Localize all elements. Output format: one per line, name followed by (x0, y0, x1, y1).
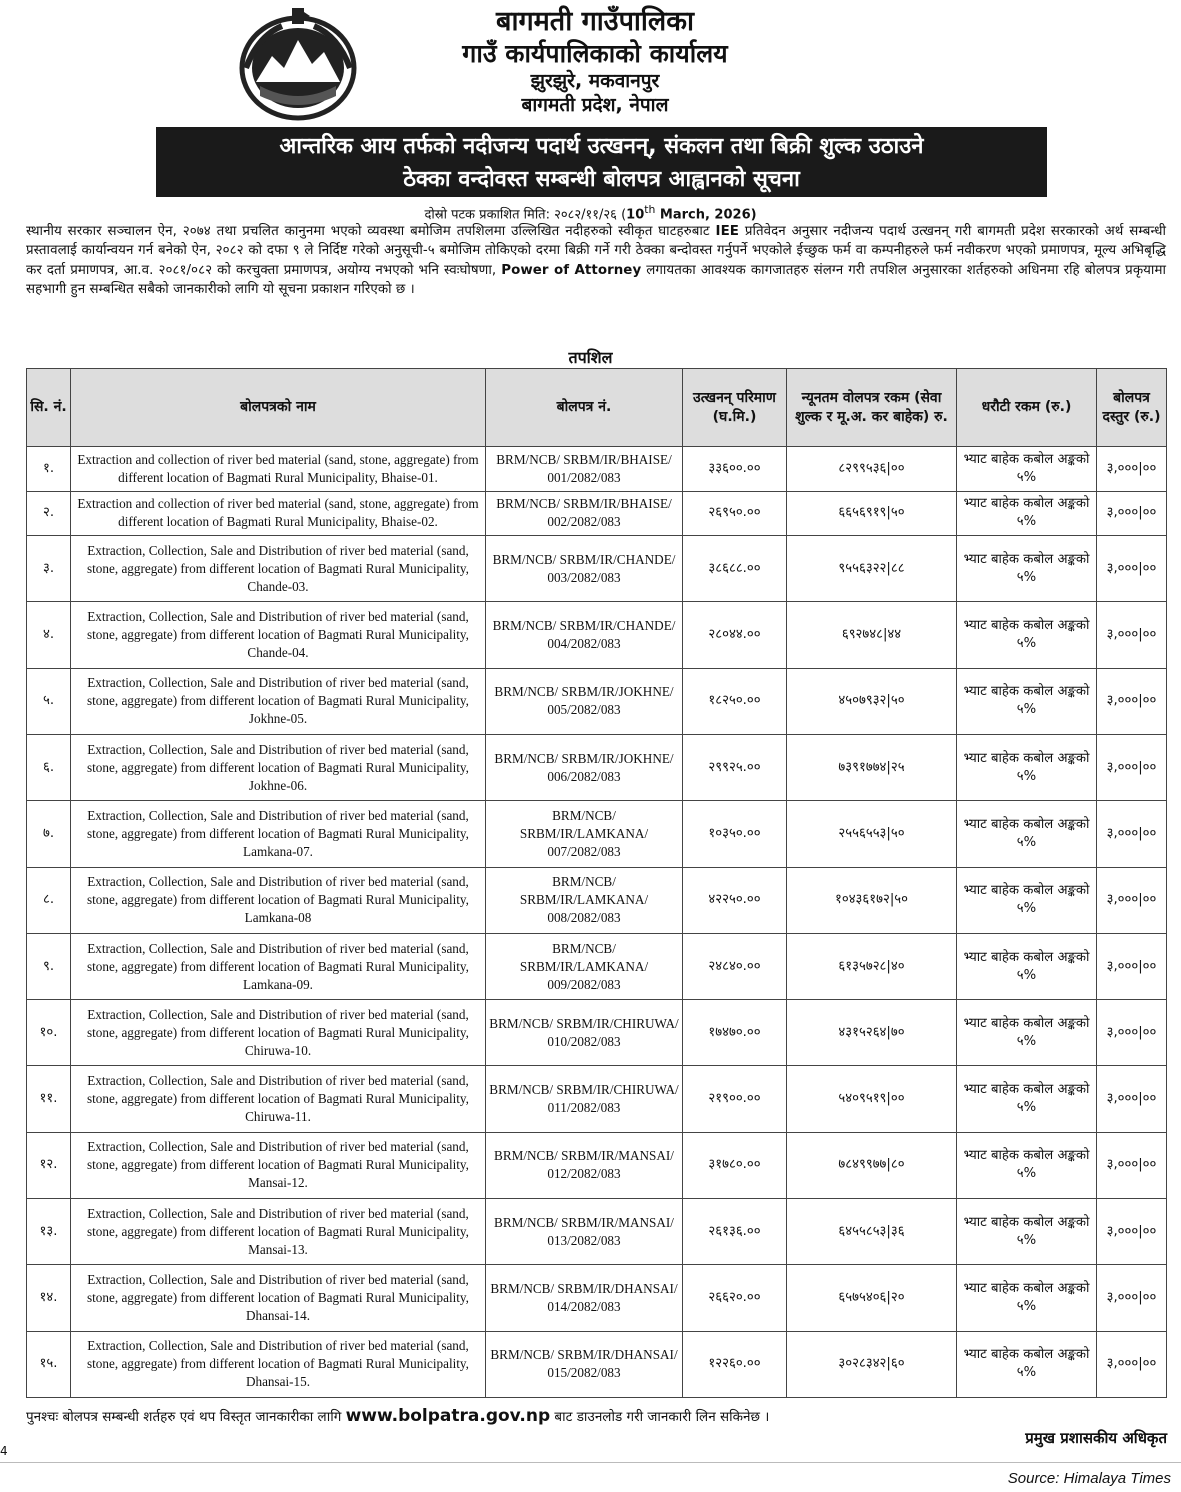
row-deposit: भ्याट बाहेक कबोल अङ्कको ५% (957, 1066, 1097, 1132)
table-row (27, 1000, 1167, 1066)
row-quantity: ३३६००.०० (683, 447, 787, 492)
row-fee: ३,०००|०० (1097, 1265, 1167, 1331)
footnote (26, 1406, 1166, 1426)
row-bid-no: BRM/NCB/ SRBM/IR/LAMKANA/ 008/2082/083 (486, 867, 683, 933)
table-row (27, 491, 1167, 536)
row-bid-no: BRM/NCB/ SRBM/IR/BHAISE/ 002/2082/083 (486, 491, 683, 536)
bolpatra-link[interactable]: www.bolpatra.gov.np (345, 1406, 551, 1426)
row-min-amount: ६४५५८५३|३६ (787, 1199, 957, 1265)
row-sn: १३. (27, 1199, 71, 1265)
row-name: Extraction and collection of river bed material (sand, stone, aggregate) from different location of Bagmati Rural Municipality, Bhaise-01. (71, 447, 486, 492)
table-row (27, 1066, 1167, 1132)
intro-bold-iee: IEE (715, 224, 739, 239)
row-quantity: २१९००.०० (683, 1066, 787, 1132)
publish-date-day: 10 (626, 207, 645, 223)
row-fee: ३,०००|०० (1097, 1066, 1167, 1132)
row-fee: ३,०००|०० (1097, 1000, 1167, 1066)
nepal-government-emblem-icon (238, 6, 358, 124)
row-name: Extraction, Collection, Sale and Distribution of river bed material (sand, stone, aggregate) from different location of Bagmati Rural Municipality, Mansai-12. (71, 1132, 486, 1198)
row-quantity: २६१३६.०० (683, 1199, 787, 1265)
row-min-amount: ४३१५२६४|७० (787, 1000, 957, 1066)
row-min-amount: ७८४९९७७|८० (787, 1132, 957, 1198)
row-quantity: १७४७०.०० (683, 1000, 787, 1066)
row-bid-no: BRM/NCB/ SRBM/IR/MANSAI/ 013/2082/083 (486, 1199, 683, 1265)
intro-text-3: लगायतका आवश्यक कागजातहरु संलग्न गरी तपशिल अनुसारका शर्तहरुको अधिनमा रहि बोलपत्र प्रकृयामा सहभागी हुन सम्बन्धित सबैको जानकारीको लागि यो सूचना प्रकाशन गरिएको छ । (26, 262, 1166, 298)
row-deposit: भ्याट बाहेक कबोल अङ्कको ५% (957, 1331, 1097, 1397)
table-header-row (27, 369, 1167, 447)
table-row (27, 735, 1167, 801)
publish-date-prefix: दोस्रो पटक प्रकाशित मिति: २०८२/११/२६ ( (424, 207, 627, 223)
row-quantity: १२२६०.०० (683, 1331, 787, 1397)
row-deposit: भ्याट बाहेक कबोल अङ्कको ५% (957, 1199, 1097, 1265)
row-deposit: भ्याट बाहेक कबोल अङ्कको ५% (957, 735, 1097, 801)
row-fee: ३,०००|०० (1097, 801, 1167, 867)
notice-title-banner (156, 127, 1047, 197)
org-name: बागमती गाउँपालिका (496, 6, 694, 37)
row-bid-no: BRM/NCB/ SRBM/IR/CHANDE/ 004/2082/083 (486, 602, 683, 668)
row-quantity: १८२५०.०० (683, 668, 787, 734)
row-sn: १४. (27, 1265, 71, 1331)
table-row (27, 801, 1167, 867)
row-min-amount: ७३९१७७४|२५ (787, 735, 957, 801)
publish-date (0, 203, 1181, 222)
row-min-amount: ९५५६३२२|८८ (787, 536, 957, 602)
row-min-amount: ४५०७९३२|५० (787, 668, 957, 734)
row-fee: ३,०००|०० (1097, 602, 1167, 668)
col-header-sn: सि. नं. (27, 369, 71, 447)
row-bid-no: BRM/NCB/ SRBM/IR/JOKHNE/ 005/2082/083 (486, 668, 683, 734)
row-fee: ३,०००|०० (1097, 1132, 1167, 1198)
row-quantity: ३८६८८.०० (683, 536, 787, 602)
row-quantity: २४८४०.०० (683, 933, 787, 999)
row-name: Extraction, Collection, Sale and Distribution of river bed material (sand, stone, aggregate) from different location of Bagmati Rural Municipality, Chande-04. (71, 602, 486, 668)
row-deposit: भ्याट बाहेक कबोल अङ्कको ५% (957, 801, 1097, 867)
row-name: Extraction, Collection, Sale and Distribution of river bed material (sand, stone, aggregate) from different location of Bagmati Rural Municipality, Chiruwa-11. (71, 1066, 486, 1132)
row-sn: ५. (27, 668, 71, 734)
row-fee: ३,०००|०० (1097, 1199, 1167, 1265)
footnote-suffix: बाट डाउनलोड गरी जानकारी लिन सकिनेछ । (550, 1409, 770, 1425)
row-sn: १५. (27, 1331, 71, 1397)
row-deposit: भ्याट बाहेक कबोल अङ्कको ५% (957, 491, 1097, 536)
row-deposit: भ्याट बाहेक कबोल अङ्कको ५% (957, 447, 1097, 492)
office-province: बागमती प्रदेश, नेपाल (521, 94, 669, 116)
row-quantity: २८०४४.०० (683, 602, 787, 668)
row-name: Extraction, Collection, Sale and Distribution of river bed material (sand, stone, aggregate) from different location of Bagmati Rural Municipality, Chiruwa-10. (71, 1000, 486, 1066)
col-header-deposit: धरौटी रकम (रु.) (957, 369, 1097, 447)
row-sn: ४. (27, 602, 71, 668)
row-fee: ३,०००|०० (1097, 668, 1167, 734)
row-bid-no: BRM/NCB/ SRBM/IR/CHANDE/ 003/2082/083 (486, 536, 683, 602)
table-row (27, 1331, 1167, 1397)
row-deposit: भ्याट बाहेक कबोल अङ्कको ५% (957, 1132, 1097, 1198)
row-name: Extraction, Collection, Sale and Distribution of river bed material (sand, stone, aggregate) from different location of Bagmati Rural Municipality, Dhansai-15. (71, 1331, 486, 1397)
row-deposit: भ्याट बाहेक कबोल अङ्कको ५% (957, 867, 1097, 933)
table-row (27, 536, 1167, 602)
row-min-amount: ८२९९५३६|०० (787, 447, 957, 492)
notice-title-line1: आन्तरिक आय तर्फको नदीजन्य पदार्थ उत्खनन्, संकलन तथा बिक्री शुल्क उठाउने (279, 134, 924, 159)
table-row (27, 668, 1167, 734)
row-bid-no: BRM/NCB/ SRBM/IR/CHIRUWA/ 010/2082/083 (486, 1000, 683, 1066)
row-fee: ३,०००|०० (1097, 933, 1167, 999)
table-row (27, 1199, 1167, 1265)
row-bid-no: BRM/NCB/ SRBM/IR/LAMKANA/ 009/2082/083 (486, 933, 683, 999)
table-row (27, 1132, 1167, 1198)
table-row (27, 933, 1167, 999)
row-deposit: भ्याट बाहेक कबोल अङ्कको ५% (957, 536, 1097, 602)
row-min-amount: ६५७५४०६|२० (787, 1265, 957, 1331)
row-min-amount: १०४३६१७२|५० (787, 867, 957, 933)
office-address: झुरझुरे, मकवानपुर (530, 70, 660, 92)
row-name: Extraction, Collection, Sale and Distribution of river bed material (sand, stone, aggregate) from different location of Bagmati Rural Municipality, Jokhne-05. (71, 668, 486, 734)
row-sn: १२. (27, 1132, 71, 1198)
row-deposit: भ्याट बाहेक कबोल अङ्कको ५% (957, 602, 1097, 668)
col-header-bid-no: बोलपत्र नं. (486, 369, 683, 447)
notice-header (0, 0, 1181, 125)
row-min-amount: ५४०९५१९|०० (787, 1066, 957, 1132)
table-row (27, 447, 1167, 492)
row-bid-no: BRM/NCB/ SRBM/IR/MANSAI/ 012/2082/083 (486, 1132, 683, 1198)
row-name: Extraction, Collection, Sale and Distribution of river bed material (sand, stone, aggregate) from different location of Bagmati Rural Municipality, Mansai-13. (71, 1199, 486, 1265)
row-fee: ३,०००|०० (1097, 735, 1167, 801)
office-name: गाउँ कार्यपालिकाको कार्यालय (462, 39, 728, 68)
intro-text-2: प्रतिवेदन अनुसार नदीजन्य पदार्थ उत्खनन् गरी बागमती प्रदेश सरकारको अर्थ सम्बन्धी प्रस्तावलाई कार्यान्वयन गर्न बनेको ऐन, २०८२ को दफा ९ ले निर्दिष्ट गरेको अनुसूची-५ बमोजिम तोकिएको दरमा बिक्री गर्ने गरी ठेक्का बन्दोवस्त गर्नुपर्ने भएकोले ईच्छुक फर्म वा कम्पनीहरुले फर्म नवीकरण भएको प्रमाणपत्र, मूल्य अभिबृद्धि कर दर्ता प्रमाणपत्र, आ.व. २०८१/०८२ को करचुक्ता प्रमाणपत्र, अयोग्य नभएको भनि स्वःघोषणा, (26, 224, 1166, 278)
row-deposit: भ्याट बाहेक कबोल अङ्कको ५% (957, 933, 1097, 999)
table-body (27, 447, 1167, 1398)
footer-divider (0, 1462, 1181, 1463)
row-bid-no: BRM/NCB/ SRBM/IR/DHANSAI/ 015/2082/083 (486, 1331, 683, 1397)
row-fee: ३,०००|०० (1097, 447, 1167, 492)
row-min-amount: ६६५६९१९|५० (787, 491, 957, 536)
col-header-name: बोलपत्रको नाम (71, 369, 486, 447)
row-fee: ३,०००|०० (1097, 491, 1167, 536)
notice-title-line2: ठेक्का वन्दोवस्त सम्बन्धी बोलपत्र आह्वानको सूचना (403, 167, 800, 192)
row-name: Extraction, Collection, Sale and Distribution of river bed material (sand, stone, aggregate) from different location of Bagmati Rural Municipality, Chande-03. (71, 536, 486, 602)
table-row (27, 867, 1167, 933)
row-name: Extraction, Collection, Sale and Distribution of river bed material (sand, stone, aggregate) from different location of Bagmati Rural Municipality, Lamkana-07. (71, 801, 486, 867)
row-min-amount: ६९२७४८|४४ (787, 602, 957, 668)
row-fee: ३,०००|०० (1097, 867, 1167, 933)
row-sn: ११. (27, 1066, 71, 1132)
office-block (360, 6, 830, 117)
row-quantity: २९९२५.०० (683, 735, 787, 801)
row-quantity: ३१७८०.०० (683, 1132, 787, 1198)
row-deposit: भ्याट बाहेक कबोल अङ्कको ५% (957, 1265, 1097, 1331)
row-quantity: ४२२५०.०० (683, 867, 787, 933)
row-deposit: भ्याट बाहेक कबोल अङ्कको ५% (957, 1000, 1097, 1066)
row-bid-no: BRM/NCB/ SRBM/IR/JOKHNE/ 006/2082/083 (486, 735, 683, 801)
publish-date-suffix: March, 2026) (655, 207, 757, 223)
bid-schedule-table (26, 368, 1167, 1398)
row-sn: १०. (27, 1000, 71, 1066)
row-name: Extraction and collection of river bed material (sand, stone, aggregate) from different location of Bagmati Rural Municipality, Bhaise-02. (71, 491, 486, 536)
row-bid-no: BRM/NCB/ SRBM/IR/BHAISE/ 001/2082/083 (486, 447, 683, 492)
intro-paragraph (26, 222, 1166, 300)
publish-date-ordinal: th (644, 203, 656, 216)
intro-bold-poa: Power of Attorney (501, 262, 642, 278)
row-name: Extraction, Collection, Sale and Distribution of river bed material (sand, stone, aggregate) from different location of Bagmati Rural Municipality, Dhansai-14. (71, 1265, 486, 1331)
row-sn: ८. (27, 867, 71, 933)
row-quantity: २६६२०.०० (683, 1265, 787, 1331)
row-bid-no: BRM/NCB/ SRBM/IR/CHIRUWA/ 011/2082/083 (486, 1066, 683, 1132)
signatory: प्रमुख प्रशासकीय अधिकृत (1025, 1429, 1167, 1447)
row-min-amount: २५५६५५३|५० (787, 801, 957, 867)
row-quantity: १०३५०.०० (683, 801, 787, 867)
row-sn: २. (27, 491, 71, 536)
row-fee: ३,०००|०० (1097, 536, 1167, 602)
row-bid-no: BRM/NCB/ SRBM/IR/LAMKANA/ 007/2082/083 (486, 801, 683, 867)
row-min-amount: ३०२८३४२|६० (787, 1331, 957, 1397)
row-sn: ३. (27, 536, 71, 602)
row-name: Extraction, Collection, Sale and Distribution of river bed material (sand, stone, aggregate) from different location of Bagmati Rural Municipality, Lamkana-09. (71, 933, 486, 999)
col-header-min-amount: न्यूनतम वोलपत्र रकम (सेवा शुल्क र मू.अ. कर बाहेक) रु. (787, 369, 957, 447)
table-row (27, 1265, 1167, 1331)
row-deposit: भ्याट बाहेक कबोल अङ्कको ५% (957, 668, 1097, 734)
footnote-prefix: पुनश्चः बोलपत्र सम्बन्धी शर्तहरु एवं थप विस्तृत जानकारीका लागि (26, 1409, 346, 1425)
intro-text-1: स्थानीय सरकार सञ्चालन ऐन, २०७४ तथा प्रचलित कानुनमा भएको व्यवस्था बमोजिम तपशिलमा उल्लिखित नदीहरुको स्वीकृत घाटहरुबाट (26, 224, 716, 239)
row-sn: ७. (27, 801, 71, 867)
row-sn: ६. (27, 735, 71, 801)
row-fee: ३,०००|०० (1097, 1331, 1167, 1397)
row-min-amount: ६१३५७२८|४० (787, 933, 957, 999)
row-name: Extraction, Collection, Sale and Distribution of river bed material (sand, stone, aggregate) from different location of Bagmati Rural Municipality, Lamkana-08 (71, 867, 486, 933)
schedule-caption: तपशिल (568, 348, 613, 367)
row-sn: १. (27, 447, 71, 492)
row-bid-no: BRM/NCB/ SRBM/IR/DHANSAI/ 014/2082/083 (486, 1265, 683, 1331)
source-credit: Source: Himalaya Times (1007, 1470, 1171, 1487)
table-row (27, 602, 1167, 668)
row-name: Extraction, Collection, Sale and Distribution of river bed material (sand, stone, aggregate) from different location of Bagmati Rural Municipality, Jokhne-06. (71, 735, 486, 801)
page-mark: 4 (0, 1444, 8, 1458)
row-sn: ९. (27, 933, 71, 999)
col-header-quantity: उत्खनन् परिमाण (घ.मि.) (683, 369, 787, 447)
row-quantity: २६९५०.०० (683, 491, 787, 536)
col-header-fee: बोलपत्र दस्तुर (रु.) (1097, 369, 1167, 447)
